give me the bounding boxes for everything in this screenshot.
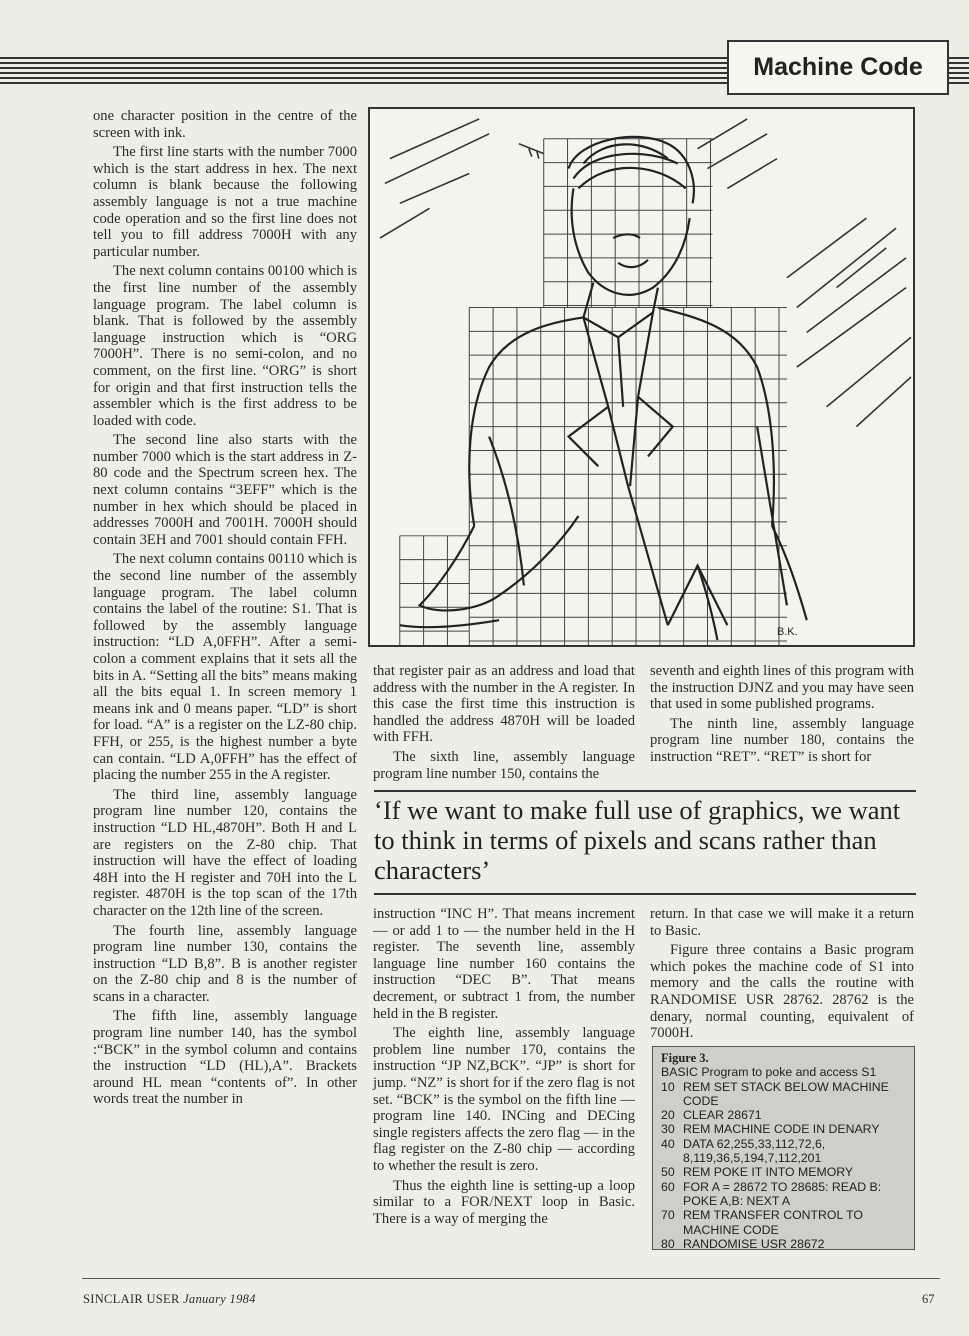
article-column-2-bottom xyxy=(373,906,635,1227)
paragraph: The next column contains 00100 which is the first line number of the assembly language program. The label column is blank. That is followed by the assembly language instruction which is “ORG 7000H”. There is no semi-colon, and no comment, on the first line. “ORG” is short for origin and that first instruction tells the assembler which is the first address to be loaded with code. xyxy=(93,263,357,429)
line-text: FOR A = 28672 TO 28685: READ B: POKE A,B: NEXT A xyxy=(683,1179,882,1208)
background-hatching xyxy=(380,119,911,427)
magazine-name: SINCLAIR USER xyxy=(83,1292,180,1306)
paragraph: The second line also starts with the number 7000 which is the start address in Z-80 code and the Spectrum screen hex. The next column contains “3EFF” which is the number in hex which should be placed in addresses 7000H and 7001H. 7000H should contain 3EH and 7001 should contain FFH. xyxy=(93,432,357,548)
figure-outline xyxy=(400,137,807,640)
line-text: CLEAR 28671 xyxy=(683,1108,762,1123)
illustration-drawing xyxy=(370,109,913,645)
paragraph: Figure three contains a Basic program which pokes the machine code of S1 into memory and the calls the routine with RANDOMISE USR 28762. 28762 is the denary, normal counting, equivalent of 7000H. xyxy=(650,942,914,1042)
pull-quote-rule-top xyxy=(374,790,916,792)
code-line xyxy=(661,1165,906,1179)
line-text: REM MACHINE CODE IN DENARY xyxy=(683,1122,880,1137)
figure-caption: BASIC Program to poke and access S1 xyxy=(661,1065,877,1080)
illustrator-signature: B.K. xyxy=(777,626,798,639)
line-text: REM SET STACK BELOW MACHINE CODE xyxy=(683,1079,889,1108)
line-number: 40 xyxy=(661,1136,675,1151)
paragraph: Thus the eighth line is setting-up a loop similar to a FOR/NEXT loop in Basic. There is a way of merging the xyxy=(373,1177,635,1227)
article-column-3-top xyxy=(650,663,914,766)
pixel-grid xyxy=(400,139,787,645)
line-number: 70 xyxy=(661,1208,675,1223)
line-text: DATA 62,255,33,112,72,6, 8,119,36,5,194,7,112,201 xyxy=(683,1136,826,1166)
code-line xyxy=(661,1122,906,1136)
paragraph: The next column contains 00110 which is the second line number of the assembly language program. The label column contains the label of the routine: S1. That is followed by the assembly language instruction: “LD A,0FFH”. After a semi-colon a comment explains that it sets all the bits in A. “Setting all the bits” means making all the bits equal 1. In screen memory 1 means ink and 0 means paper. “LD” is short for load. “A” is a register on the LZ-80 chip. FFH, or 255, is the highest number a byte can contain. “LD A,0FFH” has the effect of placing the number 255 in the A register. xyxy=(93,551,357,784)
article-column-1 xyxy=(93,108,357,1108)
pull-quote-rule-bottom xyxy=(374,893,916,895)
figure-3-listing xyxy=(652,1046,915,1250)
paragraph: The eighth line, assembly language problem line number 170, contains the instruction “JP NZ,BCK”. “JP” is short for jump. “NZ” is short for if the zero flag is not set. “BCK” is the symbol on the fifth line — program line 140. INCing and DECing single registers affects the zero flag — in the flag register on the Z-80 chip — according to whether the result is zero. xyxy=(373,1025,635,1174)
paragraph: return. In that case we will make it a return to Basic. xyxy=(650,906,914,939)
line-number: 20 xyxy=(661,1108,675,1123)
footer-magazine-date xyxy=(83,1292,256,1307)
line-number: 50 xyxy=(661,1165,675,1180)
code-line xyxy=(661,1080,906,1109)
line-number: 30 xyxy=(661,1122,675,1137)
line-number: 60 xyxy=(661,1179,675,1194)
paragraph: The ninth line, assembly language program line number 180, contains the instruction “RET”. “RET” is short for xyxy=(650,715,914,765)
page-number: 67 xyxy=(922,1292,935,1306)
section-title: Machine Code xyxy=(727,40,949,95)
code-line xyxy=(661,1208,906,1237)
code-line xyxy=(661,1137,906,1166)
article-column-3-bottom xyxy=(650,906,914,1042)
line-number: 10 xyxy=(661,1079,675,1094)
line-text: RANDOMISE USR 28672 xyxy=(683,1236,825,1251)
article-column-2-top xyxy=(373,663,635,782)
issue-date: January 1984 xyxy=(183,1292,256,1306)
paragraph: that register pair as an address and load that address with the number in the A register. In this case the first time this instruction is handled the address 4870H will be loaded with FFH. xyxy=(373,663,635,746)
footer-rule xyxy=(82,1278,940,1279)
figure-title: Figure 3. xyxy=(661,1051,709,1065)
paragraph: one character position in the centre of the screen with ink. xyxy=(93,108,357,141)
paragraph: The fifth line, assembly language program line number 140, has the symbol :“BCK” in the symbol column and contains the instruction “LD (HL),A”. Brackets around HL mean “contents of”. In other words treat the number in xyxy=(93,1008,357,1108)
paragraph: seventh and eighth lines of this program with the instruction DJNZ and you may have seen that used in some published programs. xyxy=(650,663,914,713)
line-number: 80 xyxy=(661,1236,675,1251)
line-text: REM TRANSFER CONTROL TO MACHINE CODE xyxy=(683,1208,863,1237)
paragraph: The fourth line, assembly language program line number 130, contains the instruction “LD B,8”. B is another register on the Z-80 chip and 8 is the number of scans in a character. xyxy=(93,922,357,1005)
code-line xyxy=(661,1237,906,1251)
paragraph: The sixth line, assembly language program line number 150, contains the xyxy=(373,748,635,782)
paragraph: The third line, assembly language program line number 120, contains the instruction “LD HL,4870H”. Both H and L are registers on the Z-80 chip. That instruction will have the effect of loading 48H into the H register and 70H into the L register. 4870H is the top scan of the 17th character on the 12th line of the screen. xyxy=(93,786,357,919)
code-line xyxy=(661,1180,906,1209)
line-text: REM POKE IT INTO MEMORY xyxy=(683,1165,854,1180)
pull-quote: ‘If we want to make full use of graphics, we want to think in terms of pixels and scans rather than characters’ xyxy=(374,795,901,885)
paragraph: The first line starts with the number 7000 which is the start address in hex. The next column is blank because the following assembly language is not a true machine code operation and so the first line does not tell you to fill address 7000H with any particular number. xyxy=(93,144,357,260)
paragraph: instruction “INC H”. That means increment — or add 1 to — the number held in the H register. The seventh line, assembly language line number 160 contains the instruction “DEC B”. That means decrement, or subtract 1 from, the number held in the B register. xyxy=(373,906,635,1022)
code-line xyxy=(661,1108,906,1122)
illustration-pixel-man xyxy=(368,107,915,647)
